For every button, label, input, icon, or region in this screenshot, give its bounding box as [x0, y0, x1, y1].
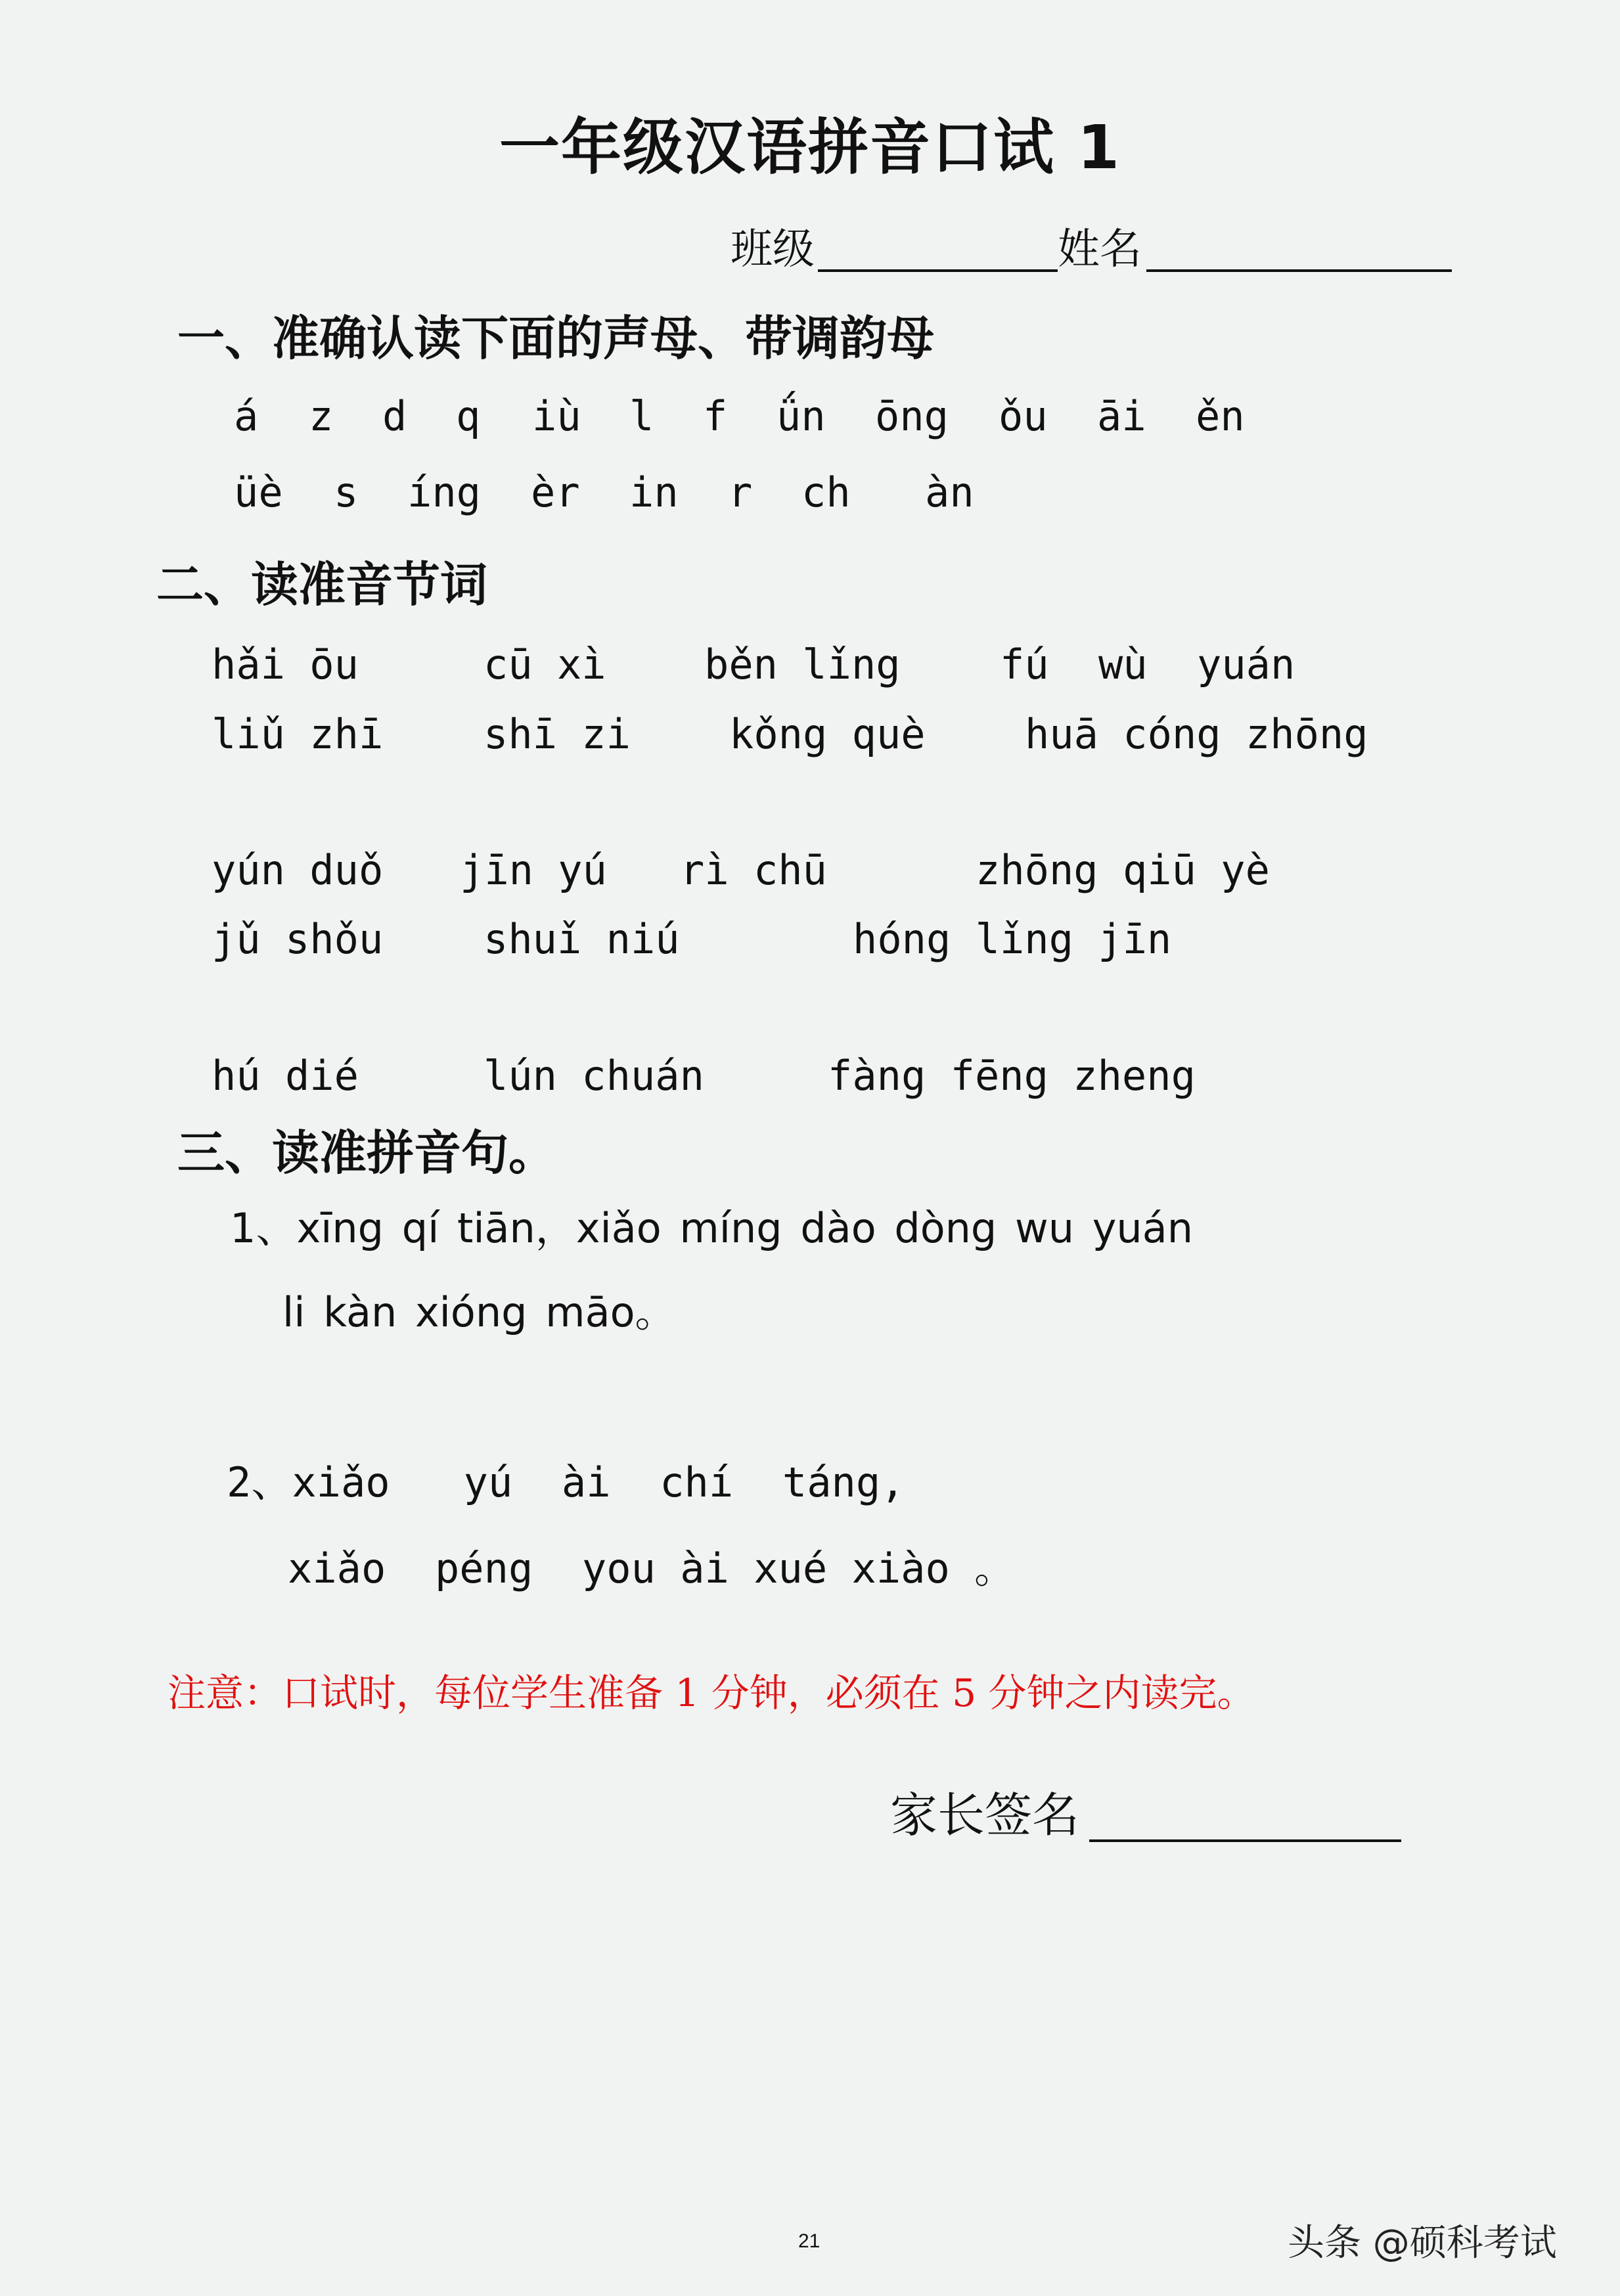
page-title: 一年级汉语拼音口试 1: [499, 112, 1121, 183]
sentence-1-line-1: 1、xīng qí tiān，xiǎo míng dào dòng wu yuán: [230, 1204, 1193, 1252]
name-blank-line: [1146, 269, 1452, 272]
section2-word: cū xì: [484, 641, 606, 688]
section2-word: jīn yú: [460, 846, 607, 894]
name-label: 姓名: [1058, 225, 1142, 274]
watermark: 头条 @硕科考试: [1288, 2222, 1557, 2264]
section1-item: ch: [801, 468, 851, 516]
page-number: 21: [798, 2230, 821, 2252]
section2-word: hǎi ōu: [212, 641, 359, 688]
section2-word: běn lǐng: [704, 641, 901, 688]
section1-item: q: [456, 392, 481, 440]
section2-word: zhōng qiū yè: [976, 846, 1270, 894]
section2-word: lún chuán: [484, 1052, 704, 1100]
class-label: 班级: [731, 225, 815, 274]
section1-item: f: [703, 392, 728, 440]
section2-word: hú dié: [212, 1052, 359, 1100]
section1-item: àn: [925, 468, 974, 516]
section1-item: ǘn: [776, 392, 826, 440]
section2-word: fú: [1000, 641, 1049, 688]
section2-word: yún duǒ: [212, 846, 384, 894]
section2-word: hóng lǐng jīn: [853, 915, 1172, 963]
sentence-2-line-1: 2、xiǎo yú ài chí táng,: [227, 1458, 905, 1506]
section1-item: èr: [531, 468, 580, 516]
section2-word: liǔ zhī: [212, 710, 384, 758]
section1-item: z: [309, 392, 334, 440]
section2-word: rì chū: [680, 846, 827, 894]
section2-word: jǔ shǒu: [212, 915, 384, 963]
section2-word: fàng fēng zheng: [828, 1052, 1196, 1100]
section1-item: íng: [407, 468, 481, 516]
section1-item: iù: [532, 392, 581, 440]
sentence-2-line-2: xiǎo péng you ài xué xiào 。: [288, 1544, 1016, 1592]
section3-heading: 三、读准拼音句。: [177, 1125, 556, 1181]
sentence-1-line-2: li kàn xióng māo。: [282, 1288, 676, 1336]
section2-heading: 二、读准音节词: [156, 557, 488, 612]
parent-signature-label: 家长签名: [890, 1788, 1080, 1843]
section2-word: shuǐ niú: [484, 915, 680, 963]
section1-item: s: [334, 468, 359, 516]
section2-word: yuán: [1197, 641, 1295, 688]
note-text: 注意：口试时，每位学生准备 1 分钟，必须在 5 分钟之内读完。: [168, 1671, 1255, 1715]
class-blank-line: [818, 269, 1058, 272]
section1-item: d: [382, 392, 407, 440]
section2-word: kǒng què: [729, 710, 926, 758]
section1-item: āi: [1097, 392, 1146, 440]
section1-item: r: [728, 468, 753, 516]
section1-item: á: [234, 392, 259, 440]
section1-item: üè: [234, 468, 283, 516]
section1-heading: 一、准确认读下面的声母、带调韵母: [177, 311, 935, 366]
section1-item: ěn: [1196, 392, 1245, 440]
signature-blank-line: [1089, 1839, 1401, 1842]
section1-item: ōng: [875, 392, 949, 440]
section1-item: ǒu: [999, 392, 1048, 440]
section1-item: in: [629, 468, 679, 516]
section2-word: shī zi: [484, 710, 631, 758]
section2-word: huā cóng zhōng: [1025, 710, 1368, 758]
section2-word: wù: [1098, 641, 1148, 688]
section1-item: l: [629, 392, 654, 440]
